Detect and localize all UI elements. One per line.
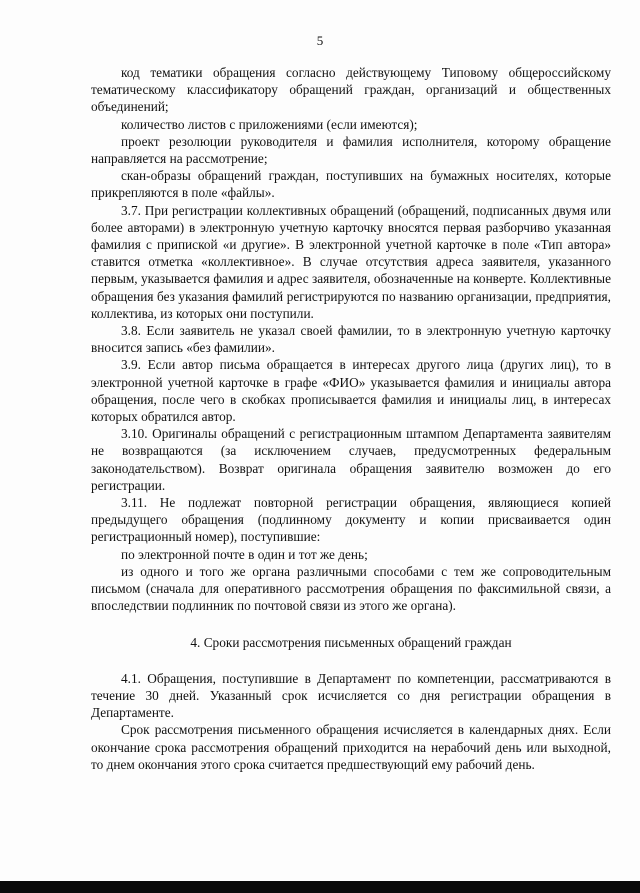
paragraph-3-11: 3.11. Не подлежат повторной регистрации обращения, являющиеся копией предыдущего обращения (подлинному документу и копии присваивается один регистрационный номер), поступившие: xyxy=(91,495,611,545)
paragraph-email-same-day: по электронной почте в один и тот же день; xyxy=(121,546,368,562)
paragraph-3-8: 3.8. Если заявитель не указал своей фамилии, то в электронную учетную карточку вносится запись «без фамилии». xyxy=(91,323,611,356)
paragraph-sheet-count: количество листов с приложениями (если имеются); xyxy=(121,116,418,132)
paragraph-classifier-code: код тематики обращения согласно действующему Типовому общероссийскому тематическому классификатору обращений граждан, организаций и общественных объединений; xyxy=(91,65,611,115)
paragraph-same-organ: из одного и того же органа различными способами с тем же сопроводительным письмом (сначала для оперативного рассмотрения обращения по факсимильной связи, а впоследствии подлинник по почтовой связи из этого же органа). xyxy=(91,563,611,614)
paragraph-scan-images: скан-образы обращений граждан, поступивших на бумажных носителях, которые прикрепляются в поле «файлы». xyxy=(91,168,611,201)
section-heading: 4. Сроки рассмотрения письменных обращений граждан xyxy=(190,634,512,650)
paragraph-resolution-draft: проект резолюции руководителя и фамилия исполнителя, которому обращение направляется на рассмотрение; xyxy=(91,133,611,167)
paragraph-3-9: 3.9. Если автор письма обращается в интересах другого лица (других лиц), то в электронной учетной карточке в графе «ФИО» указывается фамилия и инициалы автора обращения, после чего в скобках прописывается фамилия и инициалы лиц, в интересах которых обратился автор. xyxy=(91,357,611,425)
paragraph-4-1: 4.1. Обращения, поступившие в Департамент по компетенции, рассматриваются в течение 30 дней. Указанный срок исчисляется со дня регистрации обращения в Департаменте. xyxy=(91,670,611,721)
document-body xyxy=(91,64,611,773)
paragraph-3-10: 3.10. Оригиналы обращений с регистрационным штампом Департамента заявителям не возвращаются (за исключением случаев, предусмотренных федеральным законодательством). Возврат оригинала обращения заявителю возможен до его регистрации. xyxy=(91,426,611,493)
paragraph-3-7: 3.7. При регистрации коллективных обращений (обращений, подписанных двумя или более авторами) в электронную учетную карточку вносятся первая разборчиво указанная фамилия с припиской «и другие». В электронной учетной карточке в поле «Тип автора» ставится отметка «коллективное». В случае отсутствия адреса заявителя, указанного первым, указывается фамилия и адрес заявителя, обозначенные на конверте. Коллективные обращения без указания фамилий регистрируются по названию организации, предприятия, коллектива, из которых они поступили. xyxy=(91,202,611,321)
paragraph-calendar-days: Срок рассмотрения письменного обращения исчисляется в календарных днях. Если окончание срока рассмотрения обращений приходится на нерабочий день или выходной, то днем окончания этого срока считается предшествующий ему рабочий день. xyxy=(91,722,611,772)
page-number: 5 xyxy=(316,33,324,48)
scan-bottom-edge xyxy=(0,881,640,893)
